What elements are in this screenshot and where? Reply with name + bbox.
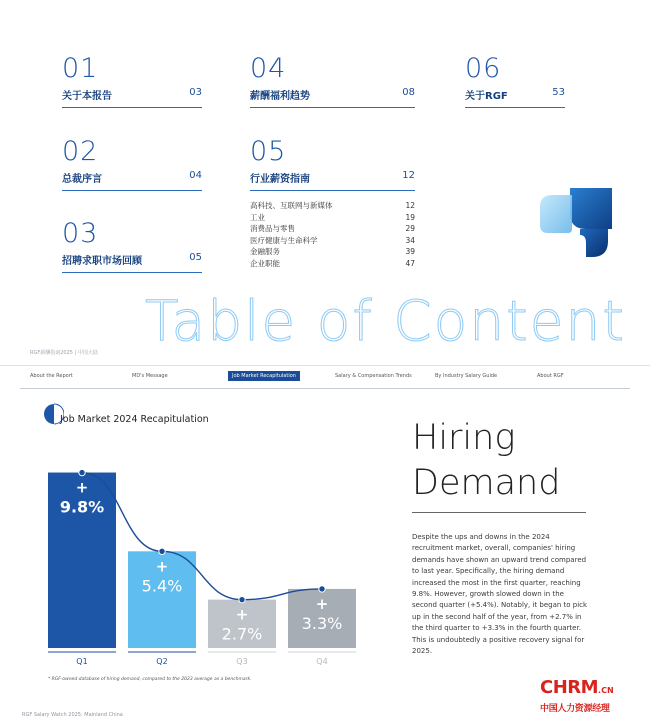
section-nav <box>20 370 630 389</box>
chart-footnote: * RGF-owned database of hiring demand, compared to the 2023 average as a benchmark. <box>48 677 252 682</box>
toc-sub-page: 34 <box>405 235 415 245</box>
toc-item-01[interactable] <box>62 55 202 108</box>
toc-item-03[interactable] <box>62 220 202 273</box>
toc-sub-item[interactable] <box>250 212 415 224</box>
toc-item-04[interactable] <box>250 55 415 108</box>
toc-title: 关于本报告 <box>62 91 112 102</box>
toc-page: 08 <box>402 87 415 98</box>
bar-value-label: 5.4% <box>141 576 183 596</box>
category-label: Q2 <box>156 657 168 666</box>
toc-page: 12 <box>402 170 415 181</box>
hiring-demand-chart <box>40 456 370 671</box>
decorative-logo-mark <box>536 185 616 265</box>
bar-plus-sign: + <box>315 594 329 613</box>
logo-slogan: 中国人力资源经理 <box>540 704 610 714</box>
bar-value-label: 3.3% <box>301 613 343 633</box>
nav-tab-about-rgf[interactable]: About RGF <box>537 373 564 379</box>
toc-page: 04 <box>189 170 202 181</box>
toc-page: 05 <box>189 252 202 263</box>
category-label: Q1 <box>76 657 88 666</box>
toc-title: 行业薪资指南 <box>250 174 310 185</box>
toc-title: 总裁序言 <box>62 174 102 185</box>
toc-sub-item[interactable] <box>250 223 415 235</box>
toc-sub-item[interactable] <box>250 258 415 270</box>
toc-page: 53 <box>552 87 565 98</box>
toc-number: 04 <box>250 53 287 84</box>
toc-number: 01 <box>62 53 99 84</box>
nav-tab-md-message[interactable]: MD's Message <box>132 373 168 379</box>
section-title: Job Market 2024 Recapitulation <box>60 414 209 425</box>
table-of-content-title: Table of Content <box>145 289 626 353</box>
trend-point <box>159 548 165 554</box>
trend-line <box>82 473 322 600</box>
bar-plus-sign: + <box>235 605 249 624</box>
heading-line-1: Hiring <box>412 418 516 458</box>
trend-point <box>319 586 325 592</box>
nav-tab-job-market[interactable]: Job Market Recapitulation <box>228 371 300 381</box>
toc-item-02[interactable] <box>62 138 202 191</box>
heading-line-2: Demand <box>412 463 561 503</box>
trend-point <box>239 596 245 602</box>
toc-sub-title: 金融服务 <box>250 247 280 256</box>
toc-number: 02 <box>62 136 99 167</box>
toc-title: 薪酬福利趋势 <box>250 91 310 102</box>
nav-tab-salary-trends[interactable]: Salary & Compensation Trends <box>335 373 412 379</box>
bar-value-label: 9.8% <box>59 497 105 517</box>
bar-plus-sign: + <box>155 557 169 576</box>
logo-brand: CHRM <box>540 677 599 698</box>
chrm-logo <box>540 678 646 714</box>
toc-page: 03 <box>189 87 202 98</box>
toc-sub-page: 39 <box>405 247 415 256</box>
toc-sub-page: 47 <box>405 258 415 268</box>
toc-number: 06 <box>465 53 502 84</box>
category-label: Q3 <box>236 657 248 666</box>
logo-suffix: .CN <box>598 686 614 695</box>
page-heading <box>412 416 560 506</box>
toc-sub-list <box>250 200 415 269</box>
toc-sub-item[interactable] <box>250 235 415 247</box>
toc-sub-item[interactable] <box>250 200 415 212</box>
heading-divider <box>412 512 586 513</box>
toc-sub-title: 工业 <box>250 212 265 222</box>
page-footer: RGF Salary Watch 2025: Mainland China <box>22 712 123 718</box>
toc-sub-item[interactable] <box>250 246 415 258</box>
bar-value-label: 2.7% <box>221 624 263 644</box>
category-label: Q4 <box>316 657 328 666</box>
bar-plus-sign: + <box>75 478 89 497</box>
nav-tab-about-report[interactable]: About the Report <box>30 373 73 379</box>
toc-number: 03 <box>62 218 99 249</box>
page-footer: RGF薪酬指南2025 | 中国大陆 <box>30 350 98 356</box>
toc-number: 05 <box>250 136 287 167</box>
toc-sub-title: 医疗健康与生命科学 <box>250 235 318 245</box>
report-page <box>0 366 650 727</box>
toc-title: 关于RGF <box>465 91 508 102</box>
toc-sub-title: 消费品与零售 <box>250 224 295 233</box>
body-paragraph: Despite the ups and downs in the 2024 recruitment market, overall, companies' hiring demands have shown an upward trend compared to last year. Specifically, the hiring demand increased the most in the first quarter, reaching 9.8%. However, growth slowed down in the second quarter (+5.4%). Notably, it began to pick up in the second half of the year, from +2.7% in the third quarter to +3.3% in the fourth quarter. This is undoubtedly a positive recovery signal for 2025. <box>412 533 588 656</box>
toc-sub-page: 29 <box>405 224 415 233</box>
toc-sub-page: 12 <box>405 201 415 210</box>
trend-point <box>79 469 85 475</box>
toc-title: 招聘求职市场回顾 <box>62 256 142 267</box>
toc-sub-title: 企业职能 <box>250 258 280 268</box>
toc-item-06[interactable] <box>465 55 565 108</box>
toc-sub-title: 高科技、互联网与新媒体 <box>250 201 333 210</box>
toc-item-05[interactable] <box>250 138 415 191</box>
toc-sub-page: 19 <box>405 212 415 222</box>
nav-tab-industry-guide[interactable]: By Industry Salary Guide <box>435 373 498 379</box>
